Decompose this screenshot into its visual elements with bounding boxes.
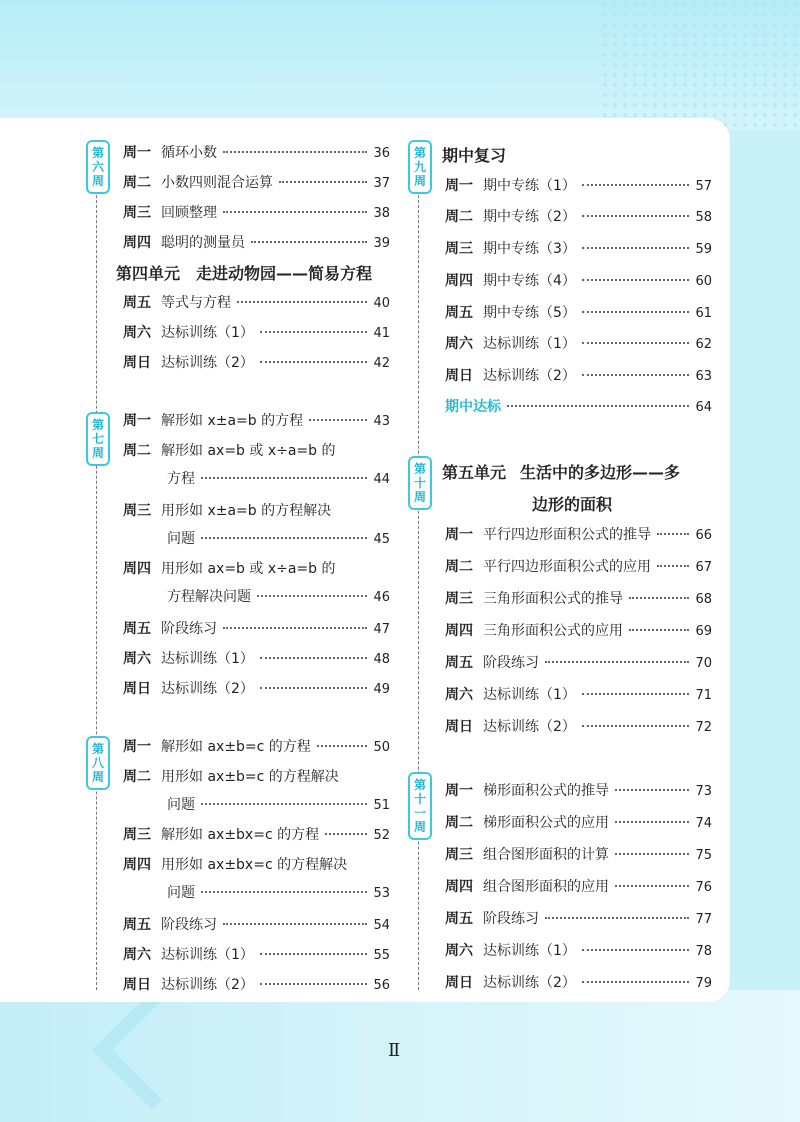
toc-entry[interactable]: 周五 期中专练（5） 61 bbox=[445, 305, 712, 321]
toc-entry[interactable]: 周五 阶段练习 77 bbox=[445, 911, 712, 927]
toc-entry-continued[interactable]: 方程 44 bbox=[167, 471, 390, 487]
toc-entry[interactable]: 周一 平行四边形面积公式的推导 66 bbox=[445, 527, 712, 543]
toc-entry[interactable]: 周一 期中专练（1） 57 bbox=[445, 178, 712, 194]
toc-entry[interactable]: 周日 达标训练（2） 49 bbox=[123, 681, 390, 697]
toc-entry[interactable]: 周日 达标训练（2） 72 bbox=[445, 719, 712, 735]
week-tag-10: 第十周 bbox=[408, 456, 432, 510]
toc-entry[interactable]: 周四 用形如 ax=b 或 x÷a=b 的 bbox=[123, 561, 336, 577]
toc-entry-continued[interactable]: 问题 45 bbox=[167, 531, 390, 547]
midterm-review-heading[interactable]: 期中复习 bbox=[442, 146, 507, 165]
toc-entry[interactable]: 周日 达标训练（2） 63 bbox=[445, 368, 712, 384]
toc-entry[interactable]: 周四 用形如 ax±bx=c 的方程解决 bbox=[123, 857, 348, 873]
toc-entry[interactable]: 周五 等式与方程 40 bbox=[123, 295, 390, 311]
week-tag-9: 第九周 bbox=[408, 140, 432, 194]
toc-entry[interactable]: 周五 阶段练习 54 bbox=[123, 917, 390, 933]
toc-entry[interactable]: 周一 梯形面积公式的推导 73 bbox=[445, 783, 712, 799]
timeline-line bbox=[96, 140, 97, 990]
dot-pattern bbox=[600, 0, 800, 130]
week-tag-11: 第十一周 bbox=[408, 772, 432, 840]
toc-entry[interactable]: 周四 组合图形面积的应用 76 bbox=[445, 879, 712, 895]
toc-entry[interactable]: 周二 小数四则混合运算 37 bbox=[123, 175, 390, 191]
toc-entry-continued[interactable]: 方程解决问题 46 bbox=[167, 589, 390, 605]
toc-entry[interactable]: 周一 解形如 x±a=b 的方程 43 bbox=[123, 413, 390, 429]
unit-4-heading[interactable]: 第四单元 走进动物园——简易方程 bbox=[116, 264, 373, 283]
timeline-line bbox=[418, 140, 419, 990]
toc-entry[interactable]: 周六 达标训练（1） 55 bbox=[123, 947, 390, 963]
toc-entry[interactable]: 周三 用形如 x±a=b 的方程解决 bbox=[123, 503, 332, 519]
toc-entry[interactable]: 周三 解形如 ax±bx=c 的方程 52 bbox=[123, 827, 390, 843]
toc-entry[interactable]: 周一 循环小数 36 bbox=[123, 145, 390, 161]
toc-entry[interactable]: 周二 平行四边形面积公式的应用 67 bbox=[445, 559, 712, 575]
toc-entry[interactable]: 周二 用形如 ax±b=c 的方程解决 bbox=[123, 769, 339, 785]
toc-entry[interactable]: 周六 达标训练（1） 41 bbox=[123, 325, 390, 341]
toc-entry[interactable]: 周日 达标训练（2） 56 bbox=[123, 977, 390, 993]
toc-entry[interactable]: 周二 梯形面积公式的应用 74 bbox=[445, 815, 712, 831]
toc-entry[interactable]: 周三 回顾整理 38 bbox=[123, 205, 390, 221]
toc-entry[interactable]: 周四 期中专练（4） 60 bbox=[445, 273, 712, 289]
toc-entry[interactable]: 周六 达标训练（1） 62 bbox=[445, 336, 712, 352]
toc-entry[interactable]: 周四 三角形面积公式的应用 69 bbox=[445, 623, 712, 639]
week-tag-6: 第六周 bbox=[86, 140, 110, 194]
week-tag-8: 第八周 bbox=[86, 736, 110, 790]
toc-entry[interactable]: 周五 阶段练习 47 bbox=[123, 621, 390, 637]
toc-entry[interactable]: 周二 解形如 ax=b 或 x÷a=b 的 bbox=[123, 443, 336, 459]
toc-entry[interactable]: 周一 解形如 ax±b=c 的方程 50 bbox=[123, 739, 390, 755]
unit-5-heading-line2[interactable]: 边形的面积 bbox=[532, 495, 613, 514]
toc-entry-continued[interactable]: 问题 53 bbox=[167, 885, 390, 901]
week-tag-7: 第七周 bbox=[86, 412, 110, 466]
toc-entry-continued[interactable]: 问题 51 bbox=[167, 797, 390, 813]
toc-entry[interactable]: 周日 达标训练（2） 79 bbox=[445, 975, 712, 991]
toc-entry[interactable]: 周日 达标训练（2） 42 bbox=[123, 355, 390, 371]
toc-entry[interactable]: 周三 期中专练（3） 59 bbox=[445, 241, 712, 257]
toc-entry[interactable]: 周六 达标训练（1） 78 bbox=[445, 943, 712, 959]
toc-entry[interactable]: 周六 达标训练（1） 48 bbox=[123, 651, 390, 667]
toc-entry[interactable]: 周二 期中专练（2） 58 bbox=[445, 209, 712, 225]
toc-entry[interactable]: 周五 阶段练习 70 bbox=[445, 655, 712, 671]
page-number: Ⅱ bbox=[388, 1040, 401, 1061]
unit-5-heading[interactable]: 第五单元 生活中的多边形——多 bbox=[442, 463, 681, 482]
toc-entry[interactable]: 周三 三角形面积公式的推导 68 bbox=[445, 591, 712, 607]
midterm-test-entry[interactable]: 期中达标 64 bbox=[445, 399, 712, 415]
toc-entry[interactable]: 周三 组合图形面积的计算 75 bbox=[445, 847, 712, 863]
toc-entry[interactable]: 周六 达标训练（1） 71 bbox=[445, 687, 712, 703]
toc-entry[interactable]: 周四 聪明的测量员 39 bbox=[123, 235, 390, 251]
